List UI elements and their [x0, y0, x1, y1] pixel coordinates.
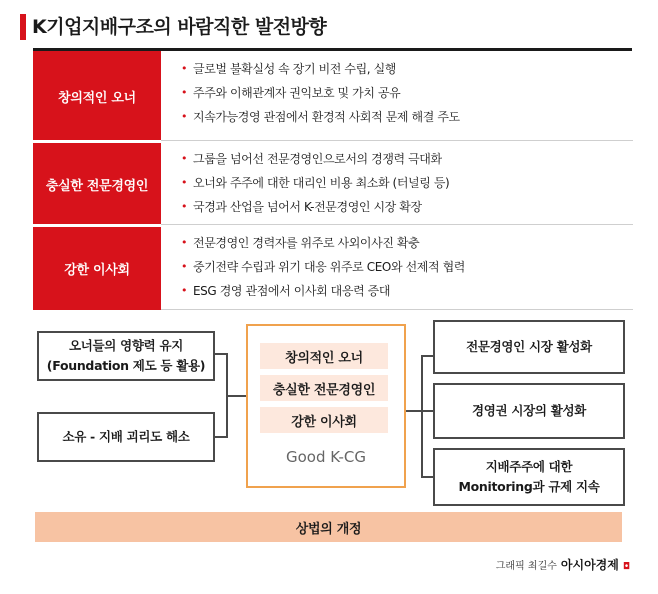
row-item-text: 국경과 산업을 넘어서 K-전문경영인 시장 확장: [193, 200, 422, 214]
row-item-text: 지속가능경영 관점에서 환경적 사회적 문제 해결 주도: [193, 110, 460, 124]
row-item: [181, 81, 633, 105]
row-item-text: 주주와 이해관계자 권익보호 및 가치 공유: [193, 86, 401, 100]
title-accent-bar: [20, 14, 26, 40]
row-item: [181, 279, 633, 303]
row-item: [181, 147, 633, 171]
box-text: 지배주주에 대한: [485, 459, 573, 474]
row-item: [181, 105, 633, 129]
right-box-control-market: [433, 383, 625, 439]
row-label: 강한 이사회: [33, 227, 161, 310]
center-pill: 강한 이사회: [260, 407, 388, 433]
bullet-icon: •: [181, 176, 188, 189]
box-text: 전문경영인 시장 활성화: [466, 339, 592, 354]
row-item: [181, 231, 633, 255]
row-items: [161, 227, 633, 310]
right-connector: [421, 355, 423, 478]
bullet-icon: •: [181, 284, 188, 297]
row-item-text: 중기전략 수립과 위기 대응 위주로 CEO와 선제적 협력: [193, 260, 465, 274]
page-title: K기업지배구조의 바람직한 발전방향: [32, 16, 327, 38]
bullet-icon: •: [181, 62, 188, 75]
box-text: Monitoring과 규제 지속: [458, 479, 600, 494]
bullet-icon: •: [181, 260, 188, 273]
row-item-text: 전문경영인 경력자를 위주로 사외이사진 확충: [193, 236, 420, 250]
bullet-icon: •: [181, 152, 188, 165]
bullet-icon: •: [181, 86, 188, 99]
box-text: 오너들의 영향력 유지: [68, 338, 184, 353]
center-box-good-kcg: [246, 324, 406, 488]
center-pill: 충실한 전문경영인: [260, 375, 388, 401]
row-professional-manager: [33, 143, 633, 225]
row-item-text: 글로벌 불확실성 속 장기 비전 수립, 실행: [193, 62, 396, 76]
left-connector: [227, 395, 247, 397]
left-connector: [214, 353, 227, 355]
box-text: (Foundation 제도 등 활용): [46, 358, 206, 373]
box-text: 소유 - 지배 괴리도 해소: [62, 429, 190, 444]
bullet-icon: •: [181, 236, 188, 249]
row-item-text: 그룹을 넘어선 전문경영인으로서의 경쟁력 극대화: [193, 152, 442, 166]
bottom-bar-commercial-law: 상법의 개정: [35, 512, 622, 542]
row-item: [181, 57, 633, 81]
left-box-owner-influence: [37, 331, 215, 381]
center-pill: 창의적인 오너: [260, 343, 388, 369]
box-text: 경영권 시장의 활성화: [471, 403, 587, 418]
row-items: [161, 143, 633, 225]
row-label: 창의적인 오너: [33, 51, 161, 141]
row-item: [181, 171, 633, 195]
row-item-text: ESG 경영 관점에서 이사회 대응력 증대: [193, 284, 391, 298]
row-strong-board: [33, 227, 633, 310]
right-box-manager-market: [433, 320, 625, 374]
left-connector: [214, 436, 227, 438]
left-box-ownership-gap: [37, 412, 215, 462]
row-items: [161, 51, 633, 141]
center-caption: Good K-CG: [285, 448, 367, 466]
bullet-icon: •: [181, 110, 188, 123]
credit-author: 그래픽 최길수: [495, 561, 557, 572]
row-item: [181, 195, 633, 219]
row-item-text: 오너와 주주에 대한 대리인 비용 최소화 (터널링 등): [193, 176, 450, 190]
row-label: 충실한 전문경영인: [33, 143, 161, 225]
row-item: [181, 255, 633, 279]
credit-brand: 아시아경제: [560, 558, 619, 572]
row-creative-owner: [33, 51, 633, 141]
bullet-icon: •: [181, 200, 188, 213]
right-box-monitoring: [433, 448, 625, 506]
credit-line: [496, 556, 630, 573]
brand-mark-icon: ◘: [622, 562, 630, 572]
